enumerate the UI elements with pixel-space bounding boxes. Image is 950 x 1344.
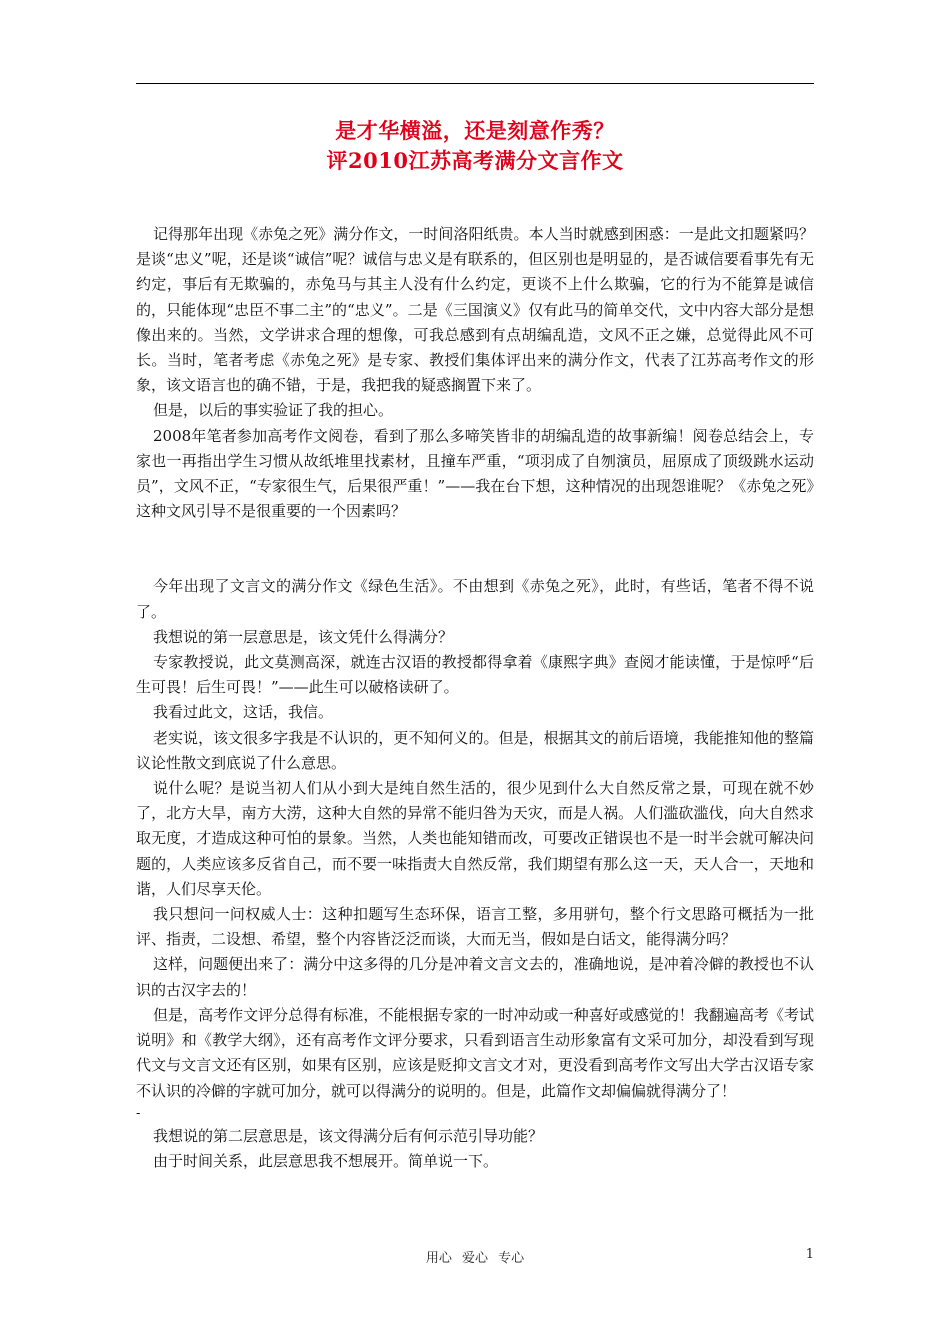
paragraph: 我想说的第二层意思是，该文得满分后有何示范引导功能？ [153,1126,544,1145]
paragraph: 记得那年出现《赤兔之死》满分作文，一时间洛阳纸贵。本人当时就感到困惑：一是此文扣题紧吗？是谈“忠义”呢，还是谈“诚信”呢？诚信与忠义是有联系的，但区别也是明显的，是否诚信要看事先有无约定，事后有无欺骗的，赤兔马与其主人没有什么约定，更谈不上什么欺骗，它的行为不能算是诚信的，只能体现“忠臣不事二主”的“忠义”。二是《三国演义》仅有此马的简单交代，文中内容大部分是想像出来的。当然，文学讲求合理的想像，可我总感到有点胡编乱造，文风不正之嫌，总觉得此风不可长。当时，笔者考虑《赤兔之死》是专家、教授们集体评出来的满分作文，代表了江苏高考作文的形象，该文语言也的确不错，于是，我把我的疑惑搁置下来了。 [136,225,814,395]
paragraph: 由于时间关系，此层意思我不想展开。简单说一下。 [153,1151,499,1170]
paragraph: 这样，问题便出来了：满分中这多得的几分是冲着文言文去的，准确地说，是冲着冷僻的教授也不认识的古汉字去的！ [136,955,814,999]
title-line-2: 评2010江苏高考满分文言作文 [326,148,624,173]
paragraph: 2008年笔者参加高考作文阅卷，看到了那么多啼笑皆非的胡编乱造的故事新编！阅卷总结会上，专家也一再指出学生习惯从故纸堆里找素材，且撞车严重，“项羽成了自刎演员，屈原成了顶级跳水运动员”，文风不正，“专家很生气，后果很严重！”——我在台下想，这种情况的出现怨谁呢？《赤兔之死》这种文风引导不是很重要的一个因素吗？ [136,426,814,521]
footer-motto: 用心 爱心 专心 [425,1251,525,1266]
document-title [136,116,814,176]
paragraph: 我只想问一问权威人士：这种扣题写生态环保，语言工整，多用骈句，整个行文思路可概括为一批评、指责，二设想、希望，整个内容皆泛泛而谈，大而无当，假如是白话文，能得满分吗？ [136,905,814,949]
paragraph: 我想说的第一层意思是，该文凭什么得满分？ [153,627,454,646]
paragraph: 我看过此文，这话，我信。 [153,703,334,722]
header-rule [136,83,814,84]
page-footer [136,1247,814,1269]
paragraph: 但是，以后的事实验证了我的担心。 [153,401,394,420]
paragraph: 但是，高考作文评分总得有标准，不能根据专家的一时冲动或一种喜好或感觉的！我翻遍高考《考试说明》和《教学大纲》，还有高考作文评分要求，只看到语言生动形象富有文采可加分，却没看到写现代文与文言文还有区别，如果有区别，应该是贬抑文言文才对，更没看到高考作文写出大学古汉语专家不认识的冷僻的字就可加分，就可以得满分的说明的。但是，此篇作文却偏偏就得满分了！ [136,1005,814,1100]
title-line-1: 是才华横溢，还是刻意作秀？ [335,118,615,143]
separator-dash: - [136,1105,141,1121]
article-body [136,222,814,1174]
paragraph: 说什么呢？是说当初人们从小到大是纯自然生活的，很少见到什么大自然反常之景，可现在就不妙了，北方大旱，南方大涝，这种大自然的异常不能归咎为天灾，而是人祸。人们滥砍滥伐，向大自然求取无度，才造成这种可怕的景象。当然，人类也能知错而改，可要改正错误也不是一时半会就可解决问题的，人类应该多反省自己，而不要一味指责大自然反常，我们期望有那么这一天，天人合一，天地和谐，人们尽享天伦。 [136,779,814,898]
page-number: 1 [805,1247,814,1262]
paragraph: 专家教授说，此文莫测高深，就连古汉语的教授都得拿着《康熙字典》查阅才能读懂，于是惊呼“后生可畏！后生可畏！”——此生可以破格读研了。 [136,653,814,697]
paragraph: 今年出现了文言文的满分作文《绿色生活》。不由想到《赤兔之死》，此时，有些话，笔者不得不说了。 [136,577,814,621]
section-gap [136,524,814,574]
paragraph: 老实说，该文很多字我是不认识的，更不知何义的。但是，根据其文的前后语境，我能推知他的整篇议论性散文到底说了什么意思。 [136,728,814,772]
